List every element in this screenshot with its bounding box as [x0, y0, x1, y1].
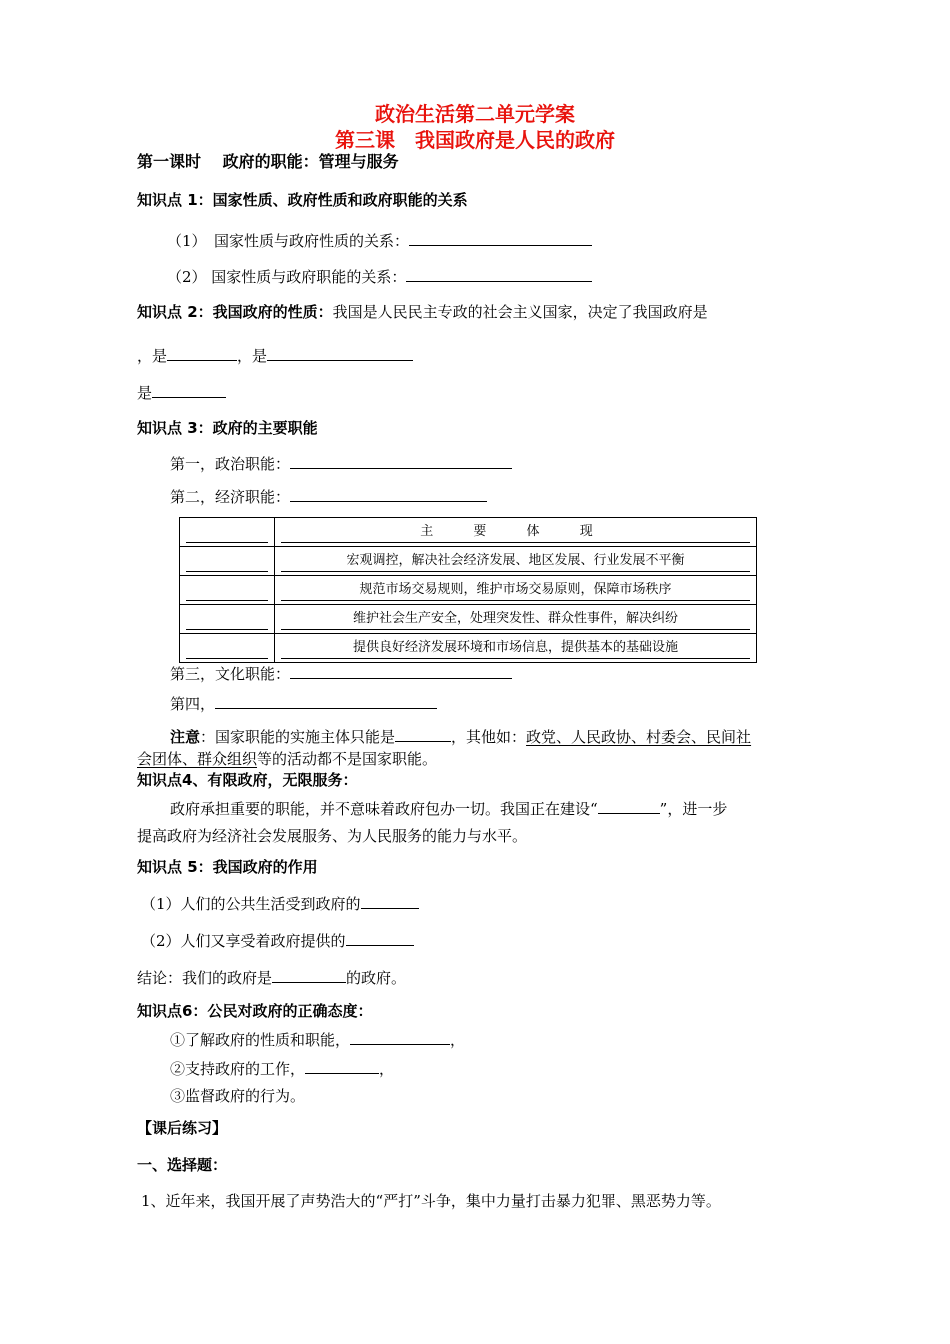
practice-heading: 【课后练习】	[137, 1119, 228, 1137]
kp2-text: 我国是人民民主专政的社会主义国家，决定了我国政府是	[332, 303, 708, 321]
table-blank-cell[interactable]	[186, 638, 268, 659]
kp6-item2-blank[interactable]	[305, 1057, 379, 1074]
kp6-item2	[170, 1057, 394, 1079]
kp6-item3: ③监督政府的行为。	[170, 1087, 306, 1105]
kp6-item1-blank[interactable]	[350, 1028, 450, 1045]
kp5-item2-blank[interactable]	[346, 929, 414, 946]
kp3-f2	[170, 485, 487, 507]
kp3-heading: 知识点 3：政府的主要职能	[137, 419, 318, 437]
table-cell: 宏观调控，解决社会经济发展、地区发展、行业发展不平衡	[281, 551, 750, 572]
table-row	[180, 518, 757, 547]
kp2-blank2[interactable]	[267, 344, 413, 361]
kp2-line3-text: 是	[137, 384, 153, 402]
kp5-item1-text: （1）人们的公共生活受到政府的	[141, 895, 361, 913]
kp3-f3	[170, 662, 512, 684]
table-row	[180, 605, 757, 634]
kp3-f1	[170, 452, 512, 474]
economic-function-table	[179, 517, 757, 663]
kp6-item1-comma: ，	[450, 1031, 466, 1049]
kp6-item2-comma: ，	[379, 1060, 395, 1078]
kp1-item2-blank[interactable]	[406, 265, 592, 282]
table-blank-cell[interactable]	[186, 609, 268, 630]
kp3-f1-blank[interactable]	[290, 452, 512, 469]
kp2-line2-a: ，是	[137, 347, 168, 365]
table-blank-cell[interactable]	[186, 580, 268, 601]
kp5-item1	[141, 892, 419, 914]
table-row	[180, 547, 757, 576]
kp5-heading: 知识点 5：我国政府的作用	[137, 858, 318, 876]
table-cell: 规范市场交易规则，维护市场交易原则，保障市场秩序	[281, 580, 750, 601]
kp5-item2-text: （2）人们又享受着政府提供的	[141, 932, 346, 950]
kp6-item1-text: ①了解政府的性质和职能，	[170, 1031, 351, 1049]
lesson-title: 第三课 我国政府是人民的政府	[335, 128, 615, 152]
kp1-item1-blank[interactable]	[409, 229, 592, 246]
kp3-f1-text: 第一，政治职能：	[170, 455, 291, 473]
conclusion-text-a: 结论：我们的政府是	[137, 969, 273, 987]
kp3-f3-text: 第三，文化职能：	[170, 665, 291, 683]
kp5-conclusion	[137, 966, 406, 988]
note-blank[interactable]	[395, 725, 451, 742]
kp1-item1-text: （1） 国家性质与政府性质的关系：	[167, 232, 410, 250]
table-header: 主 要 体 现	[281, 522, 750, 543]
kp2-line2	[137, 344, 413, 366]
note-text-b: ，其他如：	[451, 728, 527, 746]
kp4-text-a: 政府承担重要的职能，并不意味着政府包办一切。我国正在建设“	[170, 800, 598, 818]
kp1-item2	[167, 265, 592, 287]
kp2-line2-b: ，是	[237, 347, 268, 365]
note-text-c: 等的活动都不是国家职能。	[257, 750, 438, 768]
kp4-text-b: ”，进一步	[659, 800, 728, 818]
kp4-line1	[170, 797, 727, 819]
kp5-item2	[141, 929, 414, 951]
note-label: 注意	[170, 728, 201, 746]
table-row	[180, 634, 757, 663]
kp3-f2-blank[interactable]	[290, 485, 487, 502]
conclusion-text-b: 的政府。	[346, 969, 407, 987]
kp3-f4	[170, 692, 437, 714]
kp2-line3	[137, 381, 226, 403]
kp4-line2: 提高政府为经济社会发展服务、为人民服务的能力与水平。	[137, 827, 528, 845]
kp3-note-line2	[137, 749, 437, 769]
table-cell: 维护社会生产安全，处理突发性、群众性事件，解决纠纷	[281, 609, 750, 630]
kp3-f3-blank[interactable]	[290, 662, 512, 679]
section-choice-heading: 一、选择题：	[137, 1156, 228, 1174]
kp6-item2-text: ②支持政府的工作，	[170, 1060, 306, 1078]
kp3-f4-text: 第四，	[170, 695, 216, 713]
kp1-item1	[167, 229, 592, 251]
table-blank-cell[interactable]	[186, 522, 268, 543]
kp1-heading: 知识点 1：国家性质、政府性质和政府职能的关系	[137, 191, 468, 209]
kp2-blank3[interactable]	[152, 381, 226, 398]
kp4-heading: 知识点4、有限政府，无限服务：	[137, 771, 358, 789]
kp6-heading: 知识点6：公民对政府的正确态度：	[137, 1002, 373, 1020]
kp1-item2-text: （2） 国家性质与政府职能的关系：	[167, 268, 407, 286]
kp2-blank1[interactable]	[167, 344, 237, 361]
kp3-f2-text: 第二，经济职能：	[170, 488, 291, 506]
kp4-blank[interactable]	[598, 797, 660, 814]
table-blank-cell[interactable]	[186, 551, 268, 572]
question-1: 1、近年来，我国开展了声势浩大的“严打”斗争，集中力量打击暴力犯罪、黑恶势力等。	[141, 1192, 721, 1210]
kp6-item1	[170, 1028, 465, 1050]
kp2-heading: 知识点 2：我国政府的性质：	[137, 303, 333, 321]
note-underlined-1: 政党、人民政协、村委会、民间社	[526, 728, 752, 746]
table-cell: 提供良好经济发展环境和市场信息，提供基本的基础设施	[281, 638, 750, 659]
note-underlined-2: 会团体、群众组织	[137, 750, 258, 768]
conclusion-blank[interactable]	[272, 966, 346, 983]
kp3-note-line1	[170, 725, 751, 747]
kp3-f4-blank[interactable]	[215, 692, 437, 709]
lesson-period-heading: 第一课时 政府的职能：管理与服务	[137, 152, 399, 171]
kp2-line1	[137, 302, 708, 322]
kp5-item1-blank[interactable]	[361, 892, 419, 909]
unit-title: 政治生活第二单元学案	[375, 102, 575, 126]
note-text-a: ：国家职能的实施主体只能是	[200, 728, 396, 746]
table-row	[180, 576, 757, 605]
